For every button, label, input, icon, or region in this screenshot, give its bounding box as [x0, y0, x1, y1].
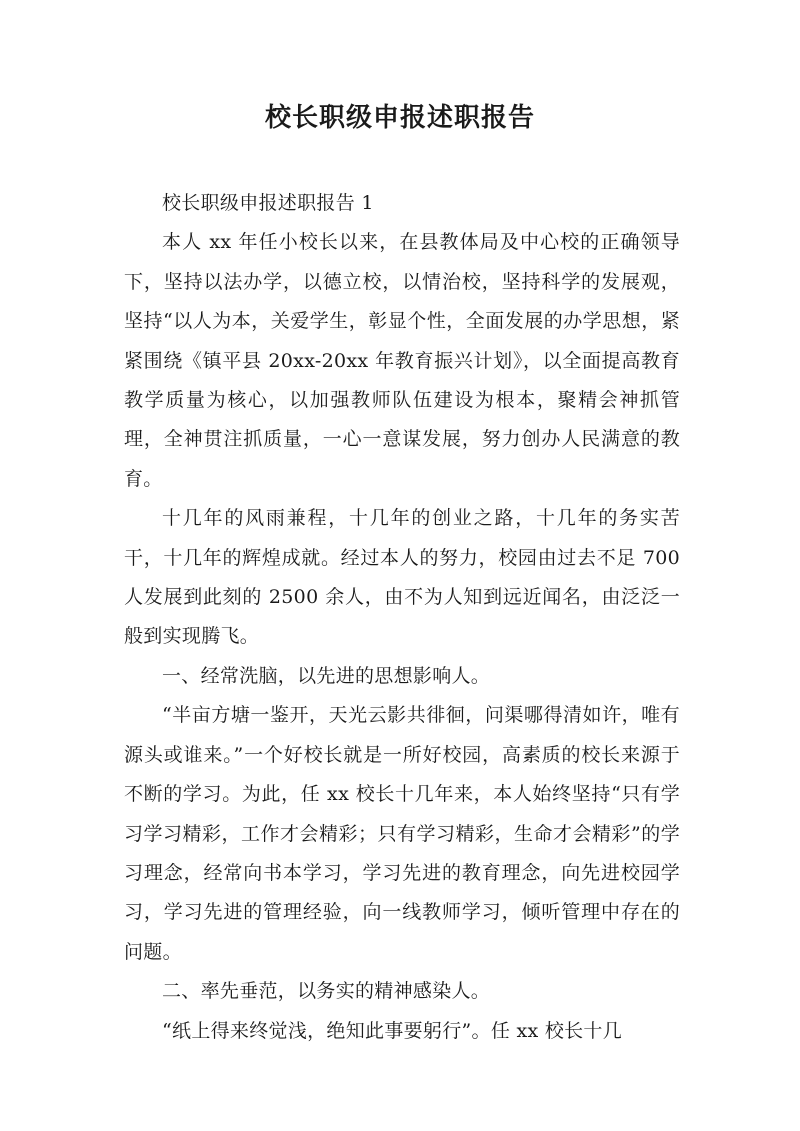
document-title: 校长职级申报述职报告	[264, 103, 535, 133]
paragraph: “半亩方塘一鉴开，天光云影共徘徊，问渠哪得清如许，唯有源头或谁来。”一个好校长就是一所好校园，高素质的校长来源于不断的学习。为此，任 xx 校长十几年来，本人始终坚持“只有学习学习精彩，工作才会精彩；只有学习精彩，生命才会精彩”的学习理念，经常向书本学习，学习先进的教育理念，向先进校园学习，学习先进的管理经验，向一线教师学习，倾听管理中存在的问题。	[124, 704, 680, 963]
document-body	[124, 184, 680, 1051]
paragraph: 本人 xx 年任小校长以来，在县教体局及中心校的正确领导下，坚持以法办学，以德立校，以情治校，坚持科学的发展观，坚持“以人为本，关爱学生，彰显个性，全面发展的办学思想，紧紧围绕《镇平县 20xx-20xx 年教育振兴计划》，以全面提高教育教学质量为核心，以加强教师队伍建设为根本，聚精会神抓管理，全神贯注抓质量，一心一意谋发展，努力创办人民满意的教育。	[124, 231, 680, 490]
section-heading: 二、率先垂范，以务实的精神感染人。	[162, 980, 491, 1003]
paragraph: “纸上得来终觉浅，绝知此事要躬行”。任 xx 校长十几	[162, 1019, 623, 1042]
paragraph-subtitle: 校长职级申报述职报告 1	[162, 192, 374, 214]
section-heading: 一、经常洗脑，以先进的思想影响人。	[162, 664, 491, 687]
paragraph: 十几年的风雨兼程，十几年的创业之路，十几年的务实苦干，十几年的辉煌成就。经过本人的努力，校园由过去不足 700 人发展到此刻的 2500 余人，由不为人知到远近闻名，由泛泛一般到实现腾飞。	[124, 507, 680, 648]
